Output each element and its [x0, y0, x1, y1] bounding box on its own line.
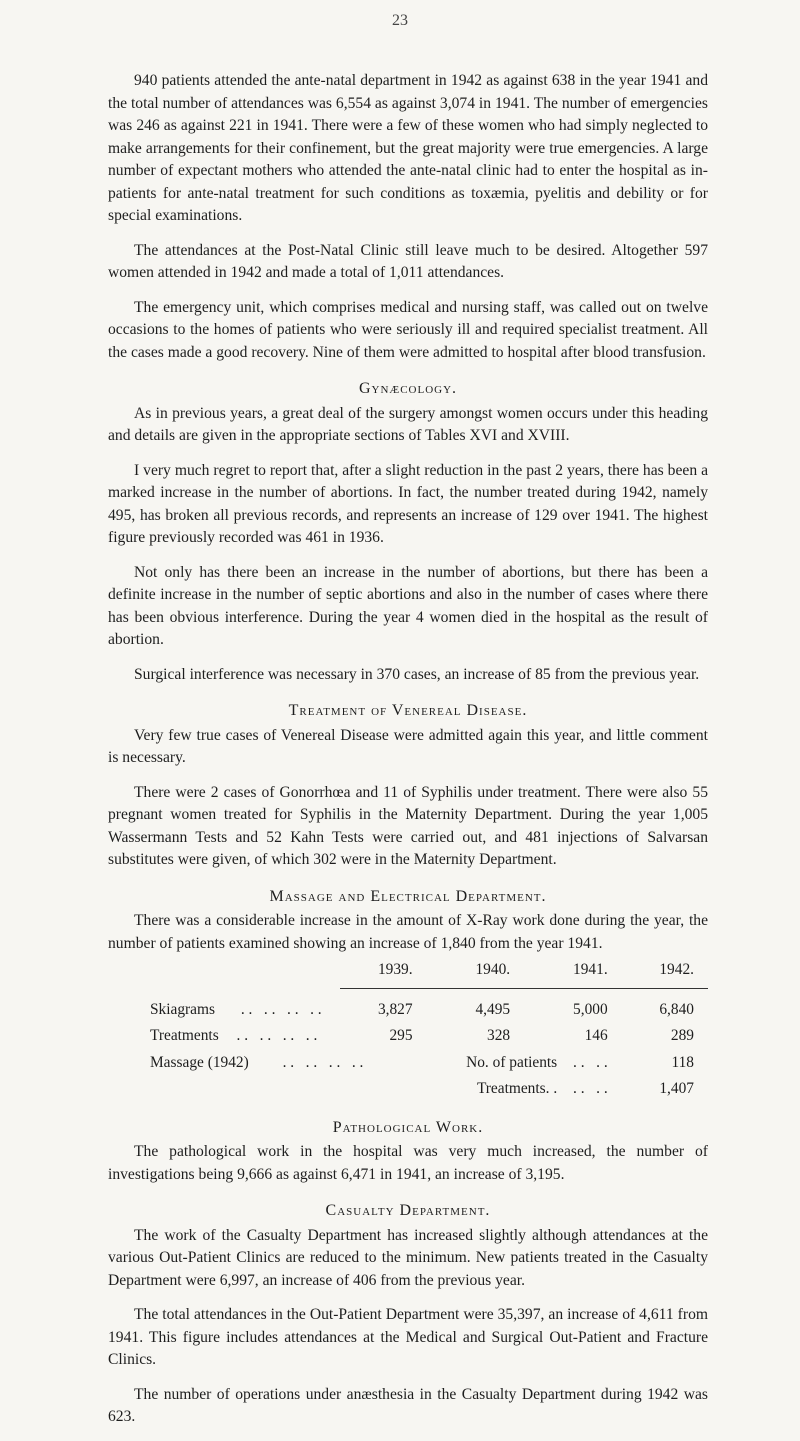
- year-header: 1940.: [427, 957, 525, 988]
- casualty-paragraph-2: The total attendances in the Out-Patient Department were 35,397, an increase of 4,611 from 1941. This figure includes attendances at the Medical and Surgical Out-Patient and Fracture Clinics.: [108, 1306, 708, 1368]
- venereal-heading: Treatment of Venereal Disease.: [288, 702, 528, 719]
- xray-statistics-table: [150, 957, 708, 1103]
- massage-heading: Massage and Electrical Department.: [269, 887, 547, 905]
- gynaecology-paragraph-4: Surgical interference was necessary in 370 cases, an increase of 85 from the previous year.: [134, 665, 700, 683]
- leader-dots: . . . .: [573, 1080, 608, 1097]
- table-cell: 5,000: [573, 1000, 608, 1018]
- year-header: 1939.: [340, 957, 426, 988]
- gynaecology-heading: Gynæcology.: [358, 380, 458, 397]
- table-row: [150, 1076, 708, 1103]
- table-row: [150, 997, 708, 1024]
- table-cell: 295: [389, 1027, 413, 1044]
- leader-dots: . . . . . . . .: [282, 1053, 364, 1071]
- table-cell: 1,407: [659, 1080, 694, 1097]
- casualty-paragraph-3: The number of operations under anæsthesia in the Casualty Department during 1942 was 623.: [108, 1385, 708, 1425]
- row-label: No. of patients: [466, 1053, 558, 1071]
- row-label: Treatments: [150, 1027, 219, 1044]
- table-row: [150, 1050, 708, 1077]
- document-body: [108, 70, 708, 1441]
- table-cell: 4,495: [475, 1000, 511, 1018]
- table-row: [150, 1023, 708, 1050]
- row-label: Skiagrams: [150, 1000, 215, 1018]
- massage-paragraph: There was a considerable increase in the amount of X-Ray work done during the year, the number of patients examined showing an increase of 1,840 from the year 1941.: [108, 912, 708, 952]
- table-cell: 328: [487, 1027, 511, 1044]
- casualty-paragraph-1: The work of the Casualty Department has increased slightly although attendances at the various Out-Patient Clinics are reduced to the minimum. New patients treated in the Casualty Department were 6,997, an increase of 406 from the previous year.: [108, 1226, 708, 1289]
- row-label: Massage (1942): [150, 1053, 249, 1071]
- row-label: Treatments. .: [476, 1080, 558, 1097]
- gynaecology-paragraph-2: I very much regret to report that, after a slight reduction in the past 2 years, there has been a marked increase in the number of abortions. In fact, the number treated during 1942, namely 495, has broken all previous records, and represents an increase of 129 over 1941. The highest figure previously recorded was 461 in 1936.: [108, 461, 708, 546]
- leader-dots: . . . . . . . .: [240, 1000, 322, 1018]
- intro-paragraph-1: 940 patients attended the ante-natal department in 1942 as against 638 in the year 1941 and the total number of attendances was 6,554 as against 3,074 in 1941. The number of emergencies was 246 as against 221 in 1941. There were a few of these women who had simply neglected to make arrangements for their confinement, but the great majority were true emergencies. A large number of expectant mothers who attended the ante-natal clinic had to enter the hospital as in-patients for ante-natal treatment for such conditions as toxæmia, pyelitis and debility or for special examinations.: [108, 72, 708, 224]
- year-header: 1941.: [524, 957, 622, 988]
- intro-paragraph-2: The attendances at the Post-Natal Clinic still leave much to be desired. Altogether 597 women attended in 1942 and made a total of 1,011 attendances.: [108, 241, 708, 281]
- pathological-paragraph: The pathological work in the hospital was very much increased, the number of investigations being 9,666 as against 6,471 in 1941, an increase of 3,195.: [108, 1143, 708, 1183]
- table-header-row: [150, 957, 708, 988]
- leader-dots: . . . .: [573, 1053, 608, 1071]
- table-cell: 289: [670, 1027, 694, 1044]
- gynaecology-paragraph-3: Not only has there been an increase in the number of abortions, but there has been a definite increase in the number of septic abortions and also in the number of cases where there has been obvious interference. During the year 4 women died in the hospital as the result of abortion.: [108, 563, 708, 648]
- year-header: 1942.: [622, 957, 708, 988]
- casualty-heading: Casualty Department.: [325, 1202, 491, 1219]
- intro-paragraph-3: The emergency unit, which comprises medical and nursing staff, was called out on twelve occasions to the homes of patients who were seriously ill and required specialist treatment. All the cases made a good recovery. Nine of them were admitted to hospital after blood transfusion.: [108, 298, 708, 361]
- venereal-paragraph-1: Very few true cases of Venereal Disease were admitted again this year, and little comment is necessary.: [108, 726, 708, 766]
- venereal-paragraph-2: There were 2 cases of Gonorrhœa and 11 of Syphilis under treatment. There were also 55 pregnant women treated for Syphilis in the Maternity Department. During the year 1,005 Wassermann Tests and 52 Kahn Tests were carried out, and 481 injections of Salvarsan substitutes were given, of which 302 were in the Maternity Department.: [108, 783, 708, 868]
- leader-dots: . . . . . . . .: [236, 1027, 318, 1044]
- table-cell: 118: [671, 1053, 694, 1071]
- page-number: 23: [392, 12, 408, 29]
- table-cell: 6,840: [659, 1000, 694, 1018]
- pathological-heading: Pathological Work.: [332, 1118, 484, 1136]
- gynaecology-paragraph-1: As in previous years, a great deal of the surgery amongst women occurs under this heading and details are given in the appropriate sections of Tables XVI and XVIII.: [108, 404, 708, 444]
- table-cell: 3,827: [377, 1000, 413, 1018]
- table-cell: 146: [584, 1027, 608, 1044]
